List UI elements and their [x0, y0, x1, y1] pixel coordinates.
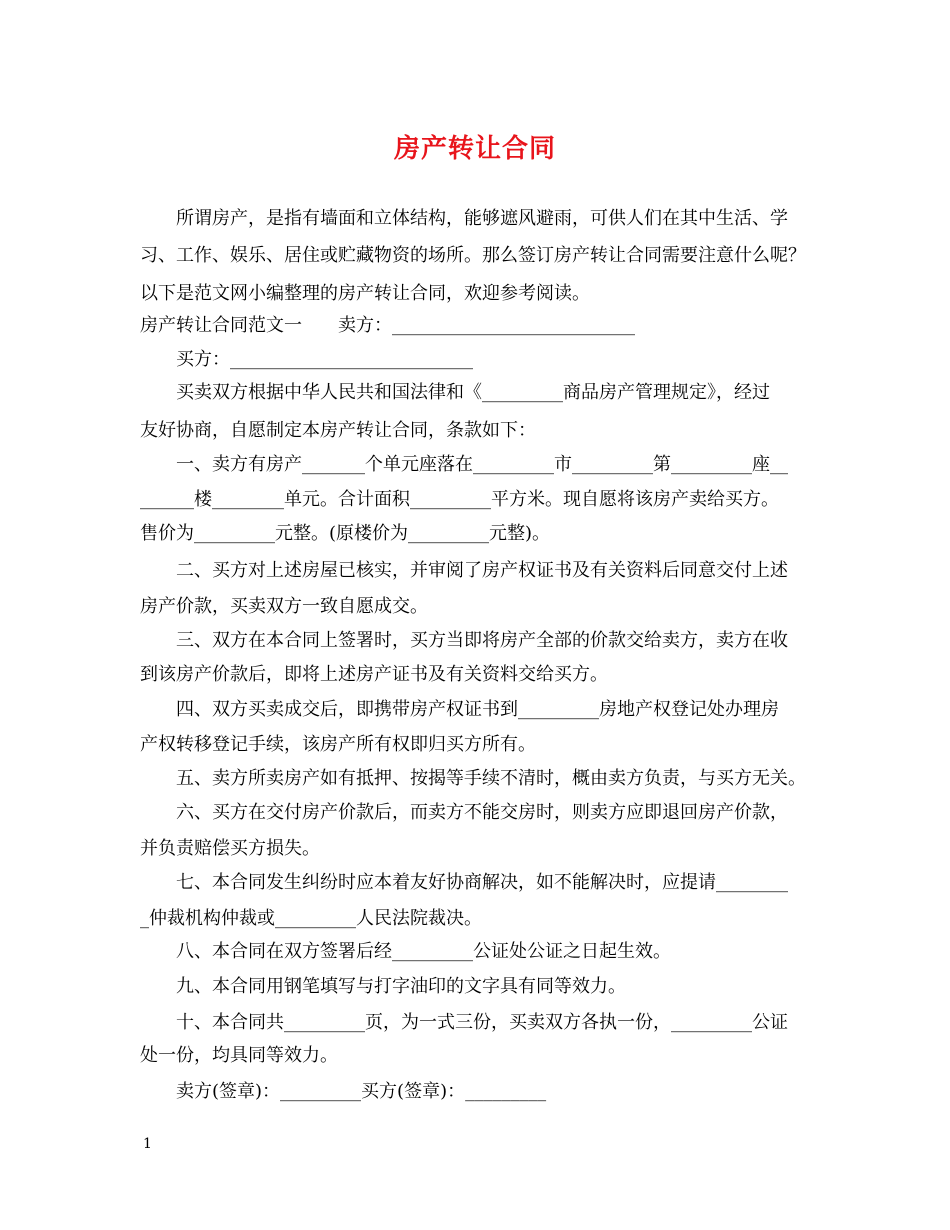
paragraph-line: 九、本合同用钢笔填写与打字油印的文字具有同等效力。: [176, 976, 626, 997]
paragraph-line: 七、本合同发生纠纷时应本着友好协商解决，如不能解决时，应提请________: [176, 872, 788, 893]
paragraph-line: 并负责赔偿买方损失。: [140, 838, 320, 859]
page-number: 1: [143, 1136, 152, 1152]
paragraph-line: 卖方(签章)：_________买方(签章)：_________: [176, 1081, 547, 1102]
paragraph-line: 售价为_________元整。(原楼价为_________元整)。: [140, 523, 551, 544]
paragraph-line: 一、卖方有房产_______个单元座落在_________市_________第_________座__: [176, 454, 788, 475]
paragraph-line: 处一份，均具同等效力。: [140, 1045, 338, 1066]
document-title: 房产转让合同: [393, 134, 556, 164]
paragraph-line: 房产价款，买卖双方一致自愿成交。: [140, 596, 428, 617]
paragraph-line: 六、买方在交付房产价款后，而卖方不能交房时，则卖方应即退回房产价款，: [176, 802, 788, 823]
paragraph-line: 产权转移登记手续，该房产所有权即归买方所有。: [140, 734, 536, 755]
paragraph-line: 十、本合同共_________页，为一式三份，买卖双方各执一份，_________公证: [176, 1012, 788, 1033]
paragraph-line: 所谓房产，是指有墙面和立体结构，能够遮风避雨，可供人们在其中生活、学: [176, 208, 788, 229]
paragraph-line: 八、本合同在双方签署后经_________公证处公证之日起生效。: [176, 941, 671, 962]
paragraph-line: 买卖双方根据中华人民共和国法律和《_________商品房产管理规定》，经过: [176, 382, 770, 403]
paragraph-line: 友好协商，自愿制定本房产转让合同，条款如下：: [140, 420, 536, 441]
paragraph-line: 以下是范文网小编整理的房产转让合同，欢迎参考阅读。: [140, 283, 590, 304]
paragraph-line: 四、双方买卖成交后，即携带房产权证书到_________房地产权登记处办理房: [176, 699, 779, 720]
paragraph-line: 买方：___________________________: [176, 349, 473, 370]
paragraph-line: ______楼________单元。合计面积_________平方米。现自愿将该房产卖给买方。: [140, 489, 779, 510]
paragraph-line: 五、卖方所卖房产如有抵押、按揭等手续不清时，概由卖方负责，与买方无关。: [176, 768, 806, 789]
paragraph-line: 二、买方对上述房屋已核实，并审阅了房产权证书及有关资料后同意交付上述: [176, 560, 788, 581]
paragraph-line: 房产转让合同范文一 卖方：___________________________: [140, 315, 635, 336]
paragraph-line: 习、工作、娱乐、居住或贮藏物资的场所。那么签订房产转让合同需要注意什么呢？: [140, 245, 806, 266]
paragraph-line: 到该房产价款后，即将上述房产证书及有关资料交给买方。: [140, 664, 608, 685]
paragraph-line: _仲裁机构仲裁或_________人民法院裁决。: [140, 908, 482, 929]
paragraph-line: 三、双方在本合同上签署时，买方当即将房产全部的价款交给卖方，卖方在收: [176, 630, 788, 651]
